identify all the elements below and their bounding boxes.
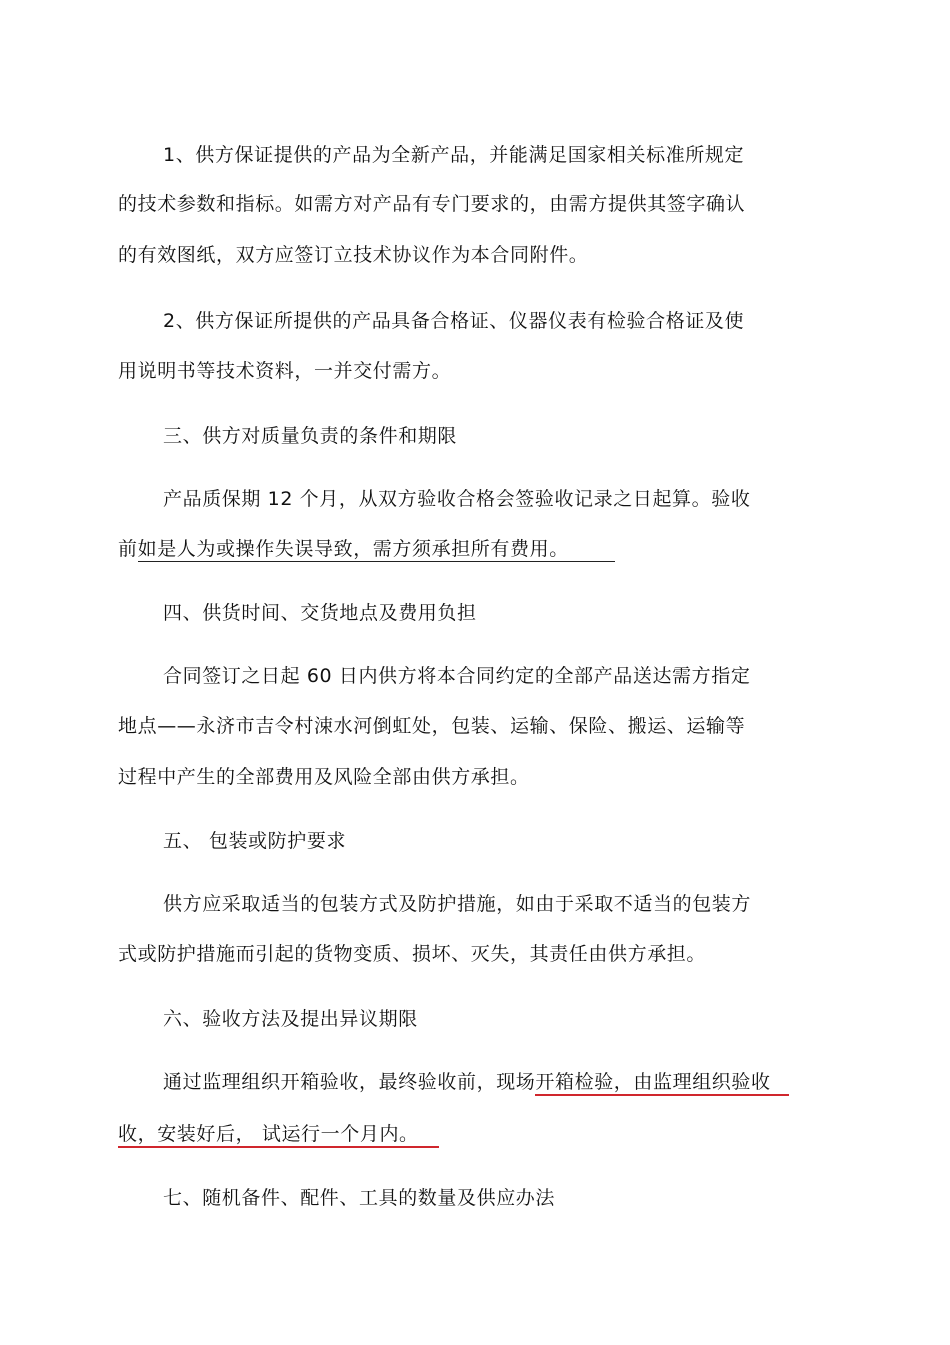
section-4-heading: 四、供货时间、交货地点及费用负担 — [163, 602, 477, 624]
section-3-heading: 三、供方对质量负责的条件和期限 — [163, 425, 458, 447]
clause-1-line-1: 1、供方保证提供的产品为全新产品，并能满足国家相关标准所规定 — [163, 144, 745, 166]
section-4-line-2: 地点——永济市吉令村涑水河倒虹处，包装、运输、保险、搬运、运输等 — [118, 715, 746, 737]
underlined-fee-clause: 如是人为或操作失误导致，需方须承担所有费用。 — [138, 538, 615, 562]
section-3-line-2 — [118, 537, 615, 561]
section-5-line-1: 供方应采取适当的包装方式及防护措施，如由于采取不适当的包装方 — [163, 893, 752, 915]
section-3-line-2-start: 前 — [118, 538, 138, 560]
section-3-line-1: 产品质保期 12 个月，从双方验收合格会签验收记录之日起算。验收 — [163, 488, 751, 510]
section-4-line-3: 过程中产生的全部费用及风险全部由供方承担。 — [118, 766, 530, 788]
section-7-heading: 七、随机备件、配件、工具的数量及供应办法 — [163, 1187, 556, 1209]
section-5-heading: 五、 包装或防护要求 — [163, 830, 347, 852]
section-4-line-1: 合同签订之日起 60 日内供方将本合同约定的全部产品送达需方指定 — [163, 665, 751, 687]
clause-1-line-2: 的技术参数和指标。如需方对产品有专门要求的，由需方提供其签字确认 — [118, 193, 746, 215]
section-6-heading: 六、验收方法及提出异议期限 — [163, 1008, 418, 1030]
section-5-line-2: 式或防护措施而引起的货物变质、损坏、灭失，其责任由供方承担。 — [118, 943, 707, 965]
section-6-line-1 — [163, 1070, 789, 1094]
section-6-line-2 — [118, 1122, 439, 1146]
red-underlined-trial-run: 收，安装好后， 试运行一个月内。 — [118, 1123, 439, 1148]
clause-2-line-1: 2、供方保证所提供的产品具备合格证、仪器仪表有检验合格证及使 — [163, 310, 745, 332]
section-6-line-1-start: 通过监理组织开箱验收，最终验收前，现场 — [163, 1071, 536, 1093]
clause-2-line-2: 用说明书等技术资料，一并交付需方。 — [118, 360, 452, 382]
clause-1-line-3: 的有效图纸，双方应签订立技术协议作为本合同附件。 — [118, 244, 589, 266]
red-underlined-inspection: 开箱检验，由监理组织验收 — [535, 1071, 788, 1096]
